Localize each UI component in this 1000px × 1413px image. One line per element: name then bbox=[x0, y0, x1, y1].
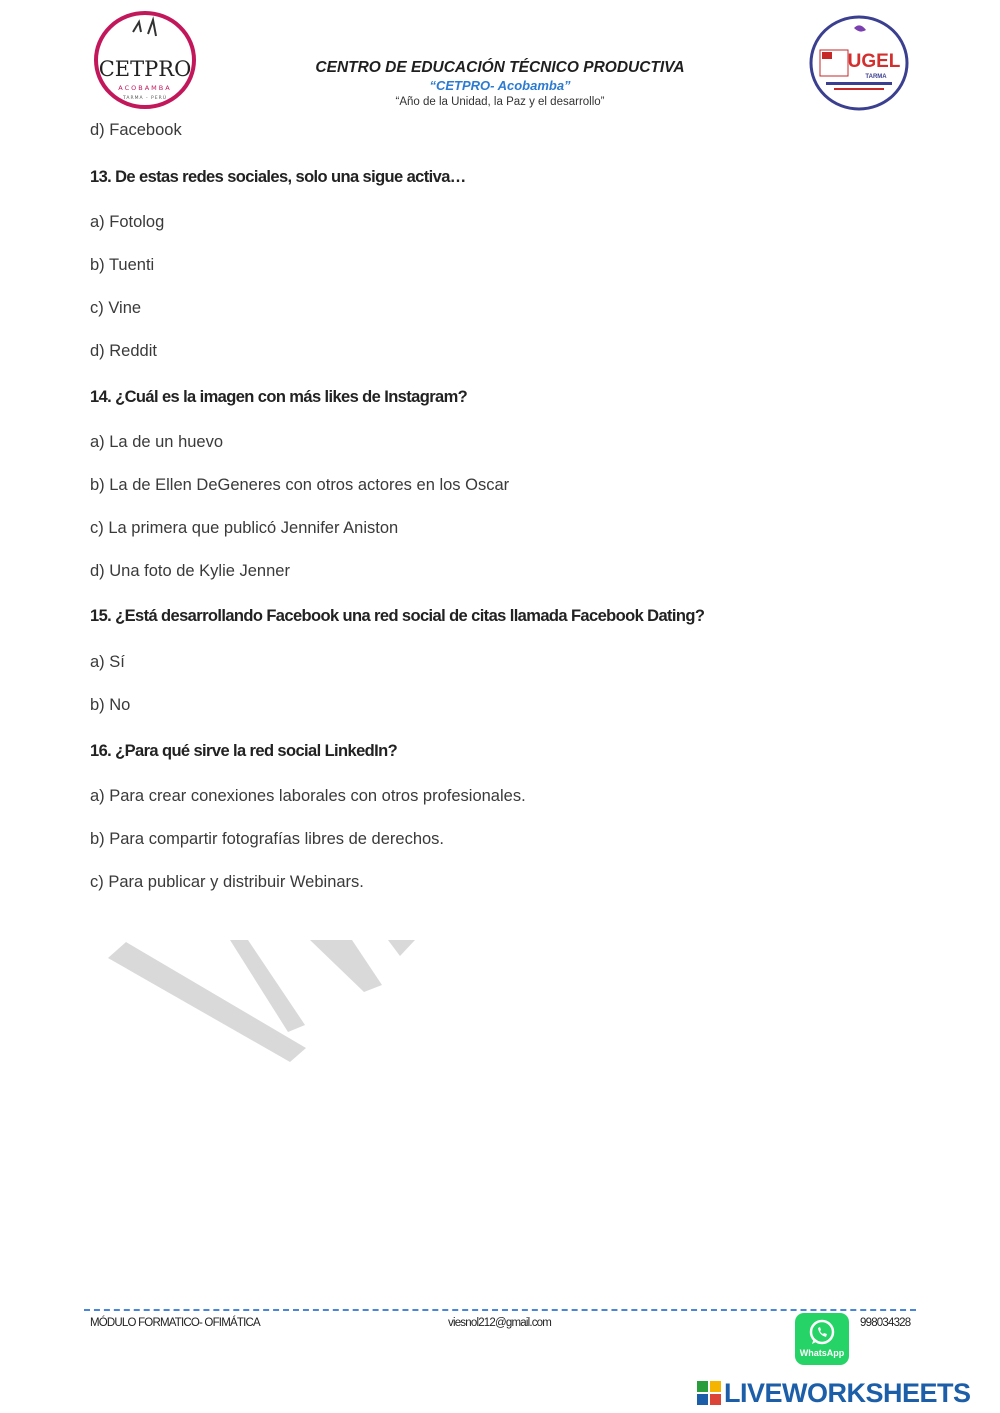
question-16-title: 16. ¿Para qué sirve la red social LinkedIn? bbox=[90, 742, 398, 760]
ugel-logo bbox=[808, 14, 910, 112]
svg-text:ACOBAMBA: ACOBAMBA bbox=[118, 84, 172, 92]
question-15-title: 15. ¿Está desarrollando Facebook una red social de citas llamada Facebook Dating? bbox=[90, 607, 705, 625]
q14-option-d: d) Una foto de Kylie Jenner bbox=[90, 562, 290, 580]
header-subtitle: “CETPRO- Acobamba” bbox=[429, 78, 571, 93]
option-prev-facebook: d) Facebook bbox=[90, 121, 182, 139]
q13-option-c: c) Vine bbox=[90, 299, 142, 317]
q14-option-b: b) La de Ellen DeGeneres con otros actores en los Oscar bbox=[90, 476, 510, 494]
liveworksheets-wordmark: LIVEWORKSHEETS bbox=[724, 1378, 971, 1408]
svg-text:UGEL: UGEL bbox=[847, 51, 901, 72]
q14-option-c: c) La primera que publicó Jennifer Aniston bbox=[90, 519, 399, 537]
watermark bbox=[100, 930, 430, 1070]
svg-text:TARMA - PERÚ: TARMA - PERÚ bbox=[122, 96, 168, 101]
header-motto: “Año de la Unidad, la Paz y el desarrollo” bbox=[395, 96, 605, 108]
footer-email: viesnol212@gmail.com bbox=[448, 1317, 552, 1329]
whatsapp-label: WhatsApp bbox=[799, 1348, 845, 1358]
q15-option-a: a) Sí bbox=[90, 653, 125, 671]
q16-option-a: a) Para crear conexiones laborales con otros profesionales. bbox=[90, 787, 526, 805]
q13-option-d: d) Reddit bbox=[90, 342, 157, 360]
q16-option-b: b) Para compartir fotografías libres de derechos. bbox=[90, 830, 445, 848]
svg-text:TARMA: TARMA bbox=[865, 74, 887, 80]
whatsapp-icon bbox=[795, 1313, 849, 1365]
q16-option-c: c) Para publicar y distribuir Webinars. bbox=[90, 873, 364, 891]
logo-cetpro-text: CETPRO bbox=[98, 57, 192, 81]
liveworksheets-brand[interactable] bbox=[697, 1378, 997, 1408]
question-14-title: 14. ¿Cuál es la imagen con más likes de Instagram? bbox=[90, 388, 468, 406]
footer-divider bbox=[84, 1309, 916, 1311]
q13-option-b: b) Tuenti bbox=[90, 256, 155, 274]
q15-option-b: b) No bbox=[90, 696, 131, 714]
question-13-title: 13. De estas redes sociales, solo una sigue activa… bbox=[90, 168, 466, 186]
q14-option-a: a) La de un huevo bbox=[90, 433, 224, 451]
liveworksheets-logo-icon bbox=[697, 1381, 721, 1405]
q13-option-a: a) Fotolog bbox=[90, 213, 165, 231]
footer-module: MÓDULO FORMATICO- OFIMÁTICA bbox=[90, 1317, 260, 1329]
header-title: CENTRO DE EDUCACIÓN TÉCNICO PRODUCTIVA bbox=[315, 59, 685, 76]
footer-phone: 998034328 bbox=[860, 1317, 911, 1329]
